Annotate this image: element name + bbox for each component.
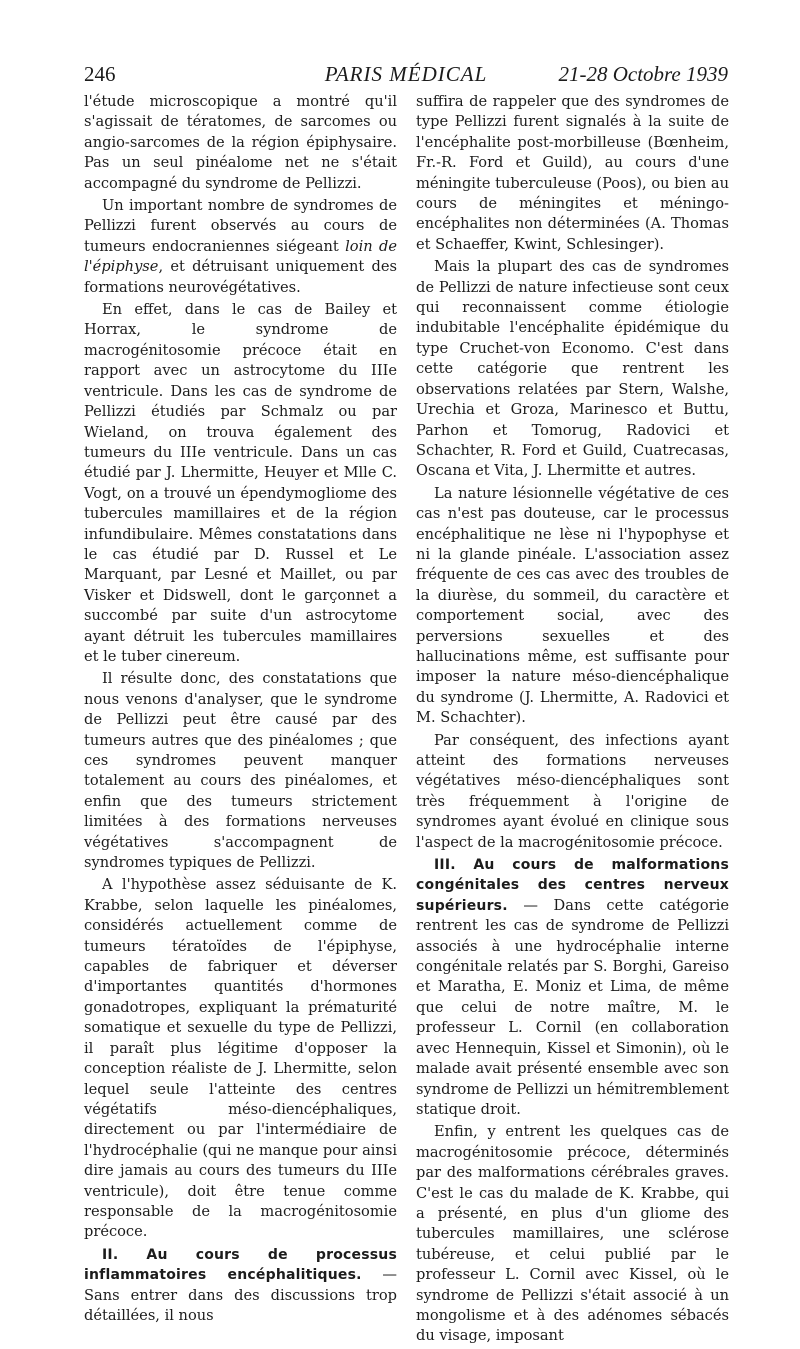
issue-date: 21-28 Octobre 1939 xyxy=(558,62,728,86)
section-paragraph: III. Au cours de malformations congénitales des centres nerveux supérieurs. — Dans cette catégorie rentrent les cas de syndrome de Pellizzi associés à une hydrocéphalie interne congénitale relatés par S. Borghi, Gareiso et Maratha, E. Moniz et Lima, de même que celui de notre maître, M. le professeur L. Cornil (en collaboration avec Hennequin, Kissel et Simonin), où le malade avait présenté ensemble avec son syndrome de Pellizzi un hémitremblement statique droit. xyxy=(416,857,729,1118)
paragraph: La nature lésionnelle végétative de ces cas n'est pas douteuse, car le processus encéphalitique ne lèse ni l'hypophyse et ni la glande pinéale. L'association assez fréquente de ces cas avec des troubles de la diurèse, du sommeil, du caractère et comportement social, avec des perversions sexuelles et des hallucinations même, est suffisante pour imposer la nature méso-diencéphalique du syndrome (J. Lhermitte, A. Radovici et M. Schachter). xyxy=(416,484,729,727)
section-heading: II. Au cours de processus inflammatoires encéphalitiques. xyxy=(84,1246,397,1284)
section-paragraph: II. Au cours de processus inflammatoires encéphalitiques. — Sans entrer dans des discussions trop détaillées, il nous xyxy=(84,1246,398,1324)
right-column xyxy=(416,92,729,1349)
paragraph: Un important nombre de syndromes de Pellizzi furent observés au cours de tumeurs endocraniennes siégeant loin de l'épiphyse, et détruisant uniquement des formations neurovégétatives. xyxy=(84,197,398,296)
section-heading: III. Au cours de malformations congénitales des centres nerveux supérieurs. xyxy=(416,857,729,914)
emphasis: loin de l'épiphyse xyxy=(84,237,398,276)
left-column xyxy=(84,92,397,1328)
paragraph: Enfin, y entrent les quelques cas de macrogénitosomie précoce, déterminés par des malformations cérébrales graves. C'est le cas du malade de K. Krabbe, qui a présenté, en plus d'un gliome des tubercules mamillaires, une sclérose tubéreuse, et celui publié par le professeur L. Cornil avec Kissel, où le syndrome de Pellizzi s'était associé à un mongolisme et à des adénomes sébacés du visage, imposant xyxy=(416,1123,729,1345)
paragraph: l'étude microscopique a montré qu'il s'agissait de tératomes, de sarcomes ou angio-sarcomes de la région épiphysaire. Pas un seul pinéalome net ne s'était accompagné du syndrome de Pellizzi. xyxy=(84,93,397,192)
page-header xyxy=(84,62,728,96)
journal-title: PARIS MÉDICAL xyxy=(324,62,488,86)
paragraph: Par conséquent, des infections ayant atteint des formations nerveuses végétatives méso-diencéphaliques sont très fréquemment à l'origine de syndromes ayant évolué en clinique sous l'aspect de la macrogénitosomie précoce. xyxy=(416,731,729,851)
paragraph: Il résulte donc, des constatations que nous venons d'analyser, que le syndrome de Pellizzi peut être causé par des tumeurs autres que des pinéalomes ; que ces syndromes peuvent manquer totalement au cours des pinéalomes, et enfin que des tumeurs strictement limitées à des formations nerveuses végétatives s'accompagnent de syndromes typiques de Pellizzi. xyxy=(84,670,397,872)
paragraph: suffira de rappeler que des syndromes de type Pellizzi furent signalés à la suite de l'encéphalite post-morbilleuse (Bœnheim, Fr.-R. Ford et Guild), au cours d'une méningite tuberculeuse (Poos), ou bien au cours de méningites et méningo-encéphalites non déterminées (A. Thomas et Schaeffer, Kwint, Schlesinger). xyxy=(416,93,729,253)
paragraph: A l'hypothèse assez séduisante de K. Krabbe, selon laquelle les pinéalomes, considérés actuellement comme de tumeurs tératoïdes de l'épiphyse, capables de fabriquer et déverser d'importantes quantités d'hormones gonadotropes, expliquant la prématurité somatique et sexuelle du type de Pellizzi, il paraît plus légitime d'opposer la conception réaliste de J. Lhermitte, selon lequel seule l'atteinte des centres végétatifs méso-diencéphaliques, directement ou par l'intermédiaire de l'hydrocéphalie (qui ne manque pour ainsi dire jamais au cours des tumeurs du IIIe ventricule), doit être tenue comme responsable de la macrogénitosomie précoce. xyxy=(84,876,397,1241)
paragraph: En effet, dans le cas de Bailey et Horrax, le syndrome de macrogénitosomie précoce était en rapport avec un astrocytome du IIIe ventricule. Dans les cas de syndrome de Pellizzi étudiés par Schmalz ou par Wieland, on trouva également des tumeurs du IIIe ventricule. Dans un cas étudié par J. Lhermitte, Heuyer et Mlle C. Vogt, on a trouvé un épendymogliome des tubercules mamillaires et de la région infundibulaire. Mêmes constatations dans le cas étudié par D. Russel et Le Marquant, par Lesné et Maillet, ou par Visker et Didswell, dont le garçonnet a succombé par suite d'un astrocytome ayant détruit les tubercules mamillaires et le tuber cinereum. xyxy=(84,301,397,665)
paragraph: Mais la plupart des cas de syndromes de Pellizzi de nature infectieuse sont ceux qui reconnaissent comme étiologie indubitable l'encéphalite épidémique du type Cruchet-von Economo. C'est dans cette catégorie que rentrent les observations relatées par Stern, Walshe, Urechia et Groza, Marinesco et Buttu, Parhon et Tomorug, Radovici et Schachter, R. Ford et Guild, Cuatrecasas, Oscana et Vita, J. Lhermitte et autres. xyxy=(416,258,729,480)
page-number: 246 xyxy=(84,62,116,86)
